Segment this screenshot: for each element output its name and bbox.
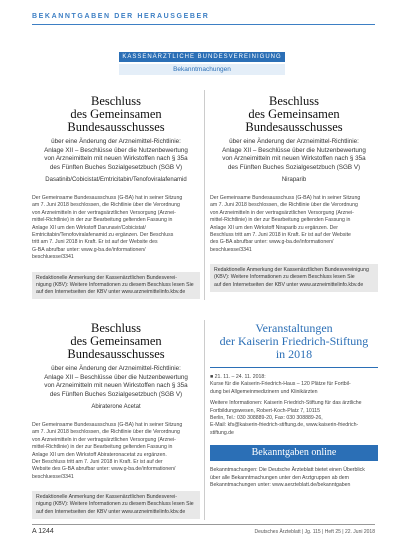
article-2 — [210, 95, 378, 292]
article-body: Der Gemeinsame Bundesausschuss (G-BA) hat in seiner Sitzung am 7. Juni 2018 beschlossen, die Richtlinie über die Verordnung von Arzneimitteln in der vertragsärztlichen Versorgung (Arznei- mittel-Richtlinie) in der zur Bearbeitung geltenden Fassung in Anlage XII um den Wirkstoff Darunavir/Cobicistat/ Emtricitabin/Tenofoviralafenamid zu ergänzen. Der Beschluss tritt am 7. Juni 2018 in Kraft. Er ist auf der Website des G-BA abrufbar unter: www.g-ba.de/informationen/ beschluesse/3341 — [32, 195, 183, 261]
article-body: Der Gemeinsame Bundesausschuss (G-BA) hat in seiner Sitzung am 7. Juni 2018 beschlossen, die Richtlinie über die Verordnung von Arzneimitteln in der vertragsärztlichen Versorgung (Arznei- mittel-Richtlinie) in der zur Bearbeitung geltenden Fassung in Anlage XII um den Wirkstoff Abirateronacetat zu ergänzen. Der Beschluss tritt am 7. Juni 2018 in Kraft. Er ist auf der Website des G-BA abrufbar unter: www.g-ba.de/informationen/ beschluesse/3341 — [32, 422, 183, 480]
article-category: Niraparib — [281, 177, 307, 183]
online-text: Bekanntmachungen: Die Deutsche Ärzteblatt bietet einen Überblick über alle Bekanntmachungen unter den Arztgruppen ab dem Bekanntmachungen unter: www.aerzteblatt.de/bekanntgaben — [210, 467, 365, 489]
kbv-banner: KASSENÄRZTLICHE BUNDESVEREINIGUNG — [119, 52, 285, 62]
section-header: BEKANNTGABEN DER HERAUSGEBER — [32, 13, 210, 20]
article-category: Abiraterone Acetat — [91, 404, 141, 410]
article-subtitle: über eine Änderung der Arzneimittel-Richtlinie: Anlage XII – Beschlüsse über die Nutzenbewertung von Arzneimitteln mit neuen Wirkstoffen nach § 35a des Fünften Buches Sozialgesetzbuch (SGB V) — [44, 365, 188, 398]
footer-rule — [32, 524, 375, 525]
article-body: Der Gemeinsame Bundesausschuss (G-BA) hat in seiner Sitzung am 7. Juni 2018 beschlossen, die Richtlinie über die Verordnung von Arzneimitteln in der vertragsärztlichen Versorgung (Arznei- mittel-Richtlinie) in der zur Bearbeitung geltenden Fassung in Anlage XII um den Wirkstoff Niraparib zu ergänzen. Der Beschluss tritt am 7. Juni 2018 in Kraft. Er ist auf der Website des G-BA abrufbar unter: www.g-ba.de/informationen/ beschluesse/3341 — [210, 195, 361, 253]
events-title: Veranstaltungen der Kaiserin Friedrich-Stiftung in 2018 — [219, 321, 369, 361]
journal-info: Deutsches Ärzteblatt | Jg. 115 | Heft 25 | 22. Juni 2018 — [254, 529, 375, 535]
section-header-rule — [32, 24, 375, 25]
online-banner: Bekanntgaben online — [210, 445, 378, 461]
events-item: ■ 21. 11. – 24. 11. 2018: Kurse für die Kaiserin-Friedrich-Haus – 120 Plätze für Fortbil- dung bei Allgemeinmedizinern und Klinikärzten — [210, 374, 351, 395]
article-note: Redaktionelle Anmerkung der Kassenärztlichen Bundesvereinigung (KBV): Weitere Informationen zu diesem Beschluss lesen Sie auf den Internetseiten der KBV unter www.arzneimittelinfo.kbv.de — [210, 264, 378, 292]
article-3 — [32, 322, 200, 519]
article-title: Beschluss des Gemeinsamen Bundesausschusses — [245, 94, 343, 134]
article-note: Redaktionelle Anmerkung der Kassenärztlichen Bundesverei- nigung (KBV): Weitere Informationen zu diesem Beschluss lesen Sie auf den Internetseiten der KBV unter www.arzneimittelinfo.kbv.de — [32, 491, 200, 519]
page-number: A 1244 — [32, 528, 54, 535]
article-title: Beschluss des Gemeinsamen Bundesausschusses — [67, 321, 165, 361]
events-section — [210, 322, 378, 489]
column-divider-top — [204, 90, 205, 300]
article-note: Redaktionelle Anmerkung der Kassenärztlichen Bundesverei- nigung (KBV): Weitere Informationen zu diesem Beschluss lesen Sie auf den Internetseiten der KBV unter www.arzneimittelinfo.kbv.de — [32, 272, 200, 300]
kbv-subbanner: Bekanntmachungen — [119, 64, 285, 75]
article-title: Beschluss des Gemeinsamen Bundesausschusses — [67, 94, 165, 134]
article-1 — [32, 95, 200, 299]
article-subtitle: über eine Änderung der Arzneimittel-Richtlinie: Anlage XII – Beschlüsse über die Nutzenbewertung von Arzneimitteln mit neuen Wirkstoffen nach § 35a des Fünften Buches Sozialgesetzbuch (SGB V) — [44, 138, 188, 171]
article-category: Dasatinib/Cobicistat/Emtricitabin/Tenofoviralafenamid — [45, 177, 187, 183]
events-rule — [210, 367, 378, 368]
article-subtitle: über eine Änderung der Arzneimittel-Richtlinie: Anlage XII – Beschlüsse über die Nutzenbewertung von Arzneimitteln mit neuen Wirkstoffen nach § 35a des Fünften Buches Sozialgesetzbuch (SGB V) — [222, 138, 366, 171]
events-contact: Weitere Informationen: Kaiserin Friedrich-Stiftung für das ärztliche Fortbildungswesen, Robert-Koch-Platz 7, 10115 Berlin, Tel.: 030 308889-20, Fax: 030 308889-26, E-Mail: kfs@kaiserin-friedrich-stiftung.de, www.kaiserin-friedrich- stiftung.de — [210, 400, 362, 436]
column-divider-bottom — [204, 320, 205, 520]
